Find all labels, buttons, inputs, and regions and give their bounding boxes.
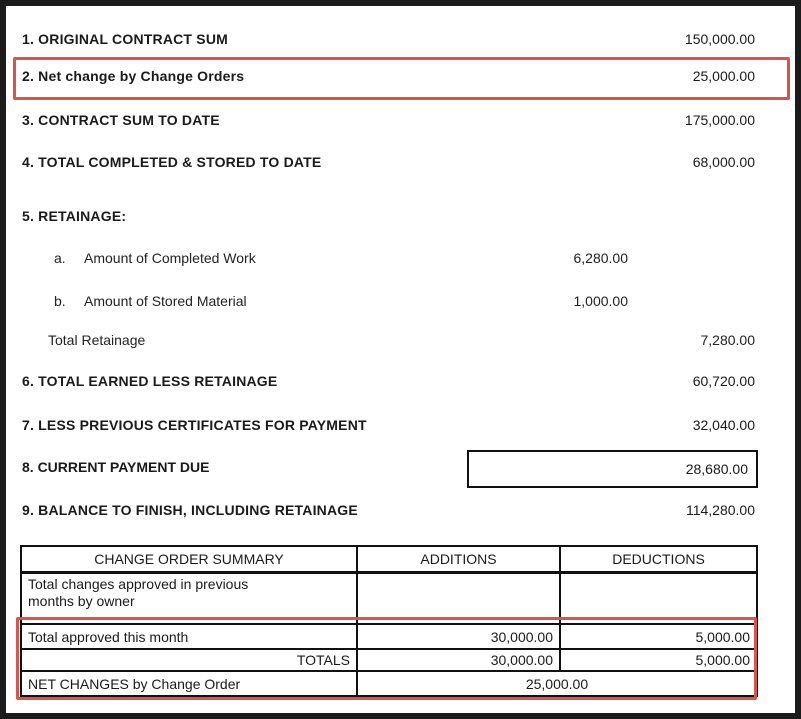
line-item-6 bbox=[22, 372, 755, 390]
row-label: Total changes approved in previous months by owner bbox=[28, 576, 249, 609]
sub-item-label: Amount of Completed Work bbox=[84, 250, 256, 266]
line-item-label: 7. LESS PREVIOUS CERTIFICATES FOR PAYMENT bbox=[22, 417, 367, 433]
row-label: Total approved this month bbox=[21, 624, 357, 649]
table-header-row bbox=[21, 546, 757, 573]
line-item-label: 1. ORIGINAL CONTRACT SUM bbox=[22, 31, 228, 47]
row-additions-value: 30,000.00 bbox=[357, 624, 560, 649]
line-item-5 bbox=[22, 207, 755, 225]
row-deductions-value: 5,000.00 bbox=[560, 624, 757, 649]
line-item-2 bbox=[22, 67, 755, 85]
net-changes-value: 25,000.00 bbox=[357, 671, 757, 696]
retainage-sub-item-b bbox=[0, 292, 801, 310]
sub-item-value: 1,000.00 bbox=[573, 293, 628, 309]
line-item-value: 25,000.00 bbox=[692, 68, 755, 84]
line-item-value: 150,000.00 bbox=[684, 31, 755, 47]
line-item-value: 68,000.00 bbox=[692, 154, 755, 170]
line-item-label: 4. TOTAL COMPLETED & STORED TO DATE bbox=[22, 154, 322, 170]
line-item-4 bbox=[22, 153, 755, 171]
row-label: NET CHANGES by Change Order bbox=[21, 671, 357, 696]
line-item-value: 114,280.00 bbox=[685, 502, 755, 518]
retainage-sub-item-a bbox=[0, 249, 801, 267]
header-deductions: DEDUCTIONS bbox=[560, 546, 757, 573]
sub-item-letter: b. bbox=[54, 293, 66, 309]
sub-item-letter: a. bbox=[54, 250, 66, 266]
line-item-value: 60,720.00 bbox=[692, 373, 755, 389]
line-item-value: 175,000.00 bbox=[684, 112, 755, 128]
line-item-8-label: 8. CURRENT PAYMENT DUE bbox=[22, 459, 210, 475]
header-change-order-summary: CHANGE ORDER SUMMARY bbox=[21, 546, 357, 573]
table-row-totals bbox=[21, 649, 757, 671]
line-item-9 bbox=[22, 501, 755, 519]
line-item-8-value: 28,680.00 bbox=[685, 461, 748, 477]
line-item-label: 9. BALANCE TO FINISH, INCLUDING RETAINAGE bbox=[22, 502, 358, 518]
line-item-label: 5. RETAINAGE: bbox=[22, 208, 127, 224]
line-item-3 bbox=[22, 111, 755, 129]
table-row-approved-this-month bbox=[21, 624, 757, 649]
total-retainage-label: Total Retainage bbox=[48, 332, 146, 348]
current-payment-due-box bbox=[467, 450, 758, 488]
row-additions-value: 30,000.00 bbox=[357, 649, 560, 671]
line-item-7 bbox=[22, 416, 755, 434]
sub-item-value: 6,280.00 bbox=[573, 250, 628, 266]
row-label: TOTALS bbox=[21, 649, 357, 671]
row-deductions-value: 5,000.00 bbox=[560, 649, 757, 671]
table-row-net-changes bbox=[21, 671, 757, 696]
line-item-value: 32,040.00 bbox=[692, 417, 755, 433]
total-retainage-row bbox=[0, 331, 801, 349]
total-retainage-value: 7,280.00 bbox=[700, 332, 755, 348]
table-row-previous-months bbox=[21, 573, 757, 625]
change-order-summary-table bbox=[20, 545, 758, 697]
row-additions-value bbox=[357, 573, 560, 625]
line-item-1 bbox=[22, 30, 755, 48]
line-item-label: 3. CONTRACT SUM TO DATE bbox=[22, 112, 220, 128]
line-item-label: 2. Net change by Change Orders bbox=[22, 68, 245, 84]
row-deductions-value bbox=[560, 573, 757, 625]
line-item-label: 6. TOTAL EARNED LESS RETAINAGE bbox=[22, 373, 278, 389]
header-additions: ADDITIONS bbox=[357, 546, 560, 573]
sub-item-label: Amount of Stored Material bbox=[84, 293, 247, 309]
